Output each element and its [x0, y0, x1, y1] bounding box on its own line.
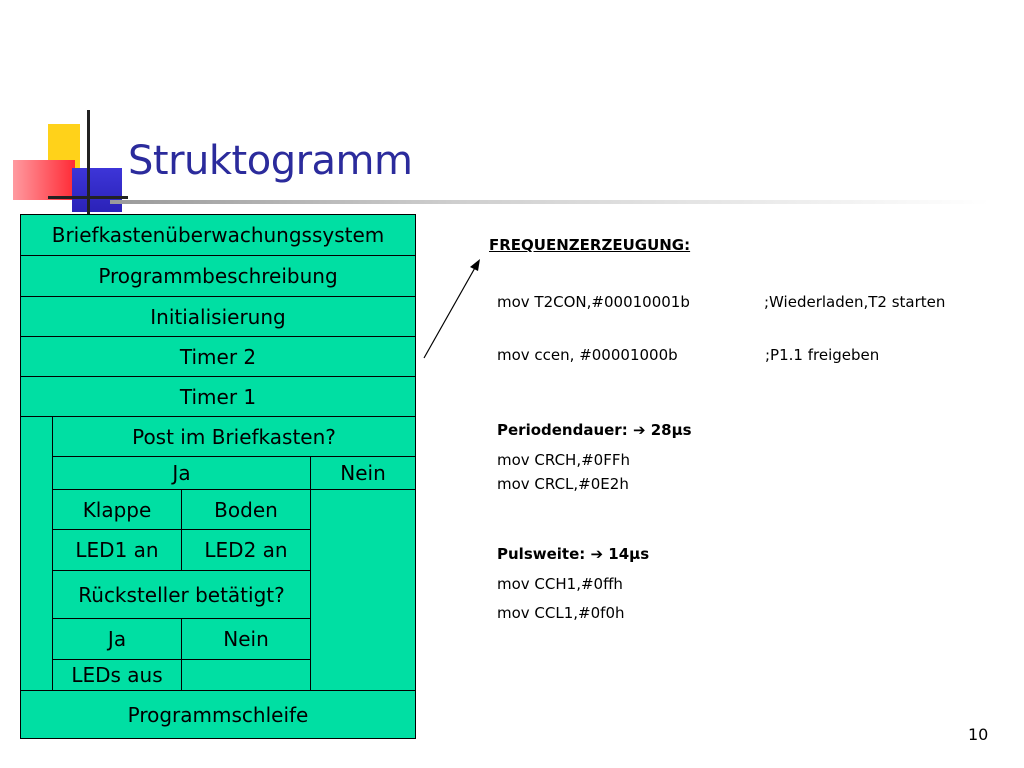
sg-led2: LED2 an [181, 529, 311, 571]
code-cch1: mov CCH1,#0ffh [497, 575, 623, 593]
arrow-icon [418, 256, 488, 362]
code-line1-comment: ;Wiederladen,T2 starten [764, 293, 946, 311]
period-value: 28µs [645, 421, 692, 439]
code-ccl1: mov CCL1,#0f0h [497, 604, 625, 622]
sg-boden: Boden [181, 489, 311, 530]
pulse-label: Pulsweite: [497, 545, 591, 563]
sg-yes: Ja [52, 456, 311, 490]
sg-no2: Nein [181, 618, 311, 660]
page-number: 10 [968, 725, 989, 744]
logo-vertical-line [87, 110, 90, 215]
code-crcl: mov CRCL,#0E2h [497, 475, 629, 493]
sg-row-timer1: Timer 1 [20, 376, 416, 417]
sg-no-branch-empty [310, 489, 416, 691]
sg-program-loop: Programmschleife [20, 690, 416, 739]
sg-no: Nein [310, 456, 416, 490]
logo-red-square [13, 160, 75, 200]
sg-row-system: Briefkastenüberwachungssystem [20, 214, 416, 256]
sg-klappe: Klappe [52, 489, 182, 530]
code-line2-cmd: mov ccen, #00001000b [497, 346, 678, 364]
sg-led1: LED1 an [52, 529, 182, 571]
sg-leds-off: LEDs aus [52, 659, 182, 691]
period-label: Periodendauer: [497, 421, 633, 439]
code-crch: mov CRCH,#0FFh [497, 451, 630, 469]
pulse-heading [497, 545, 649, 563]
sg-row-init: Initialisierung [20, 296, 416, 337]
sg-yes2: Ja [52, 618, 182, 660]
logo-blue-square [72, 168, 122, 212]
period-heading [497, 421, 692, 439]
arrow-right-icon: ➔ [590, 545, 604, 563]
code-heading: FREQUENZERZEUGUNG: [489, 236, 691, 254]
sg-row-timer2: Timer 2 [20, 336, 416, 377]
title-rule [110, 200, 990, 204]
sg-condition-reset: Rücksteller betätigt? [52, 570, 311, 619]
sg-loop-bar [20, 416, 53, 691]
sg-condition-post: Post im Briefkasten? [52, 416, 416, 457]
slide-title: Struktogramm [128, 138, 413, 184]
arrow-right-icon: ➔ [632, 421, 646, 439]
logo-horizontal-line [48, 196, 128, 199]
code-line1-cmd: mov T2CON,#00010001b [497, 293, 690, 311]
sg-row-description: Programmbeschreibung [20, 255, 416, 297]
pulse-value: 14µs [603, 545, 650, 563]
sg-empty-cell [181, 659, 311, 691]
code-line2-comment: ;P1.1 freigeben [765, 346, 880, 364]
